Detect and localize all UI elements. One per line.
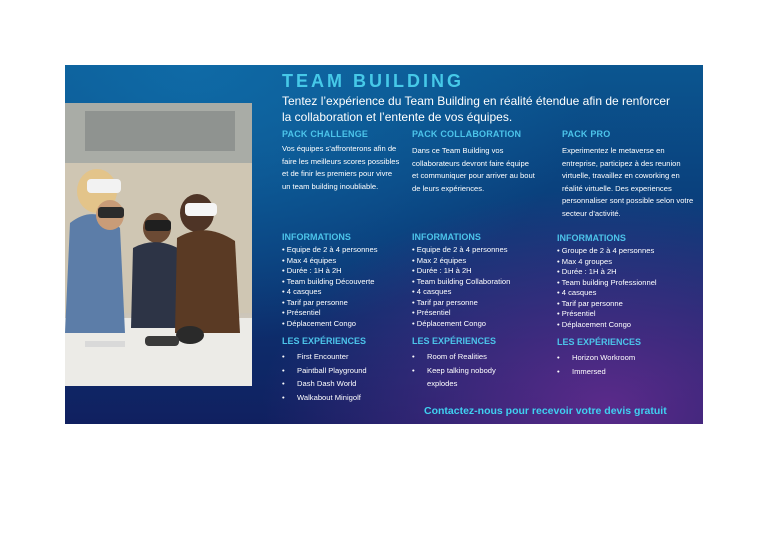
experience-item: • Horizon Workroom	[557, 351, 677, 365]
info-item: • Max 4 équipes	[282, 256, 378, 267]
info-item: • Team building Découverte	[282, 277, 378, 288]
info-item: • Déplacement Congo	[282, 319, 378, 330]
info-item: • Déplacement Congo	[557, 320, 657, 331]
pack-challenge-column	[282, 129, 400, 402]
pack-title: PACK COLLABORATION	[412, 129, 522, 139]
info-item: • Groupe de 2 à 4 personnes	[557, 246, 657, 257]
info-item: • 4 casques	[557, 288, 657, 299]
info-item: • Tarif par personne	[557, 299, 657, 310]
vr-team-photo	[65, 103, 252, 386]
pack-description: Vos équipes s’affronterons afin de faire les meilleurs scores possibles et de finir les premiers pour vivre un team building inoubliable.	[282, 144, 400, 191]
intro-text: Tentez l’expérience du Team Building en réalité étendue afin de renforcer la collaboration et l’entente de vos équipes.	[282, 94, 671, 124]
pack-info	[557, 233, 657, 330]
experiences-title: LES EXPÉRIENCES	[282, 336, 367, 346]
experiences-title: LES EXPÉRIENCES	[412, 336, 497, 346]
info-item: • Tarif par personne	[282, 298, 378, 309]
info-title: INFORMATIONS	[282, 232, 351, 242]
experiences-title: LES EXPÉRIENCES	[557, 337, 642, 347]
info-item: • 4 casques	[282, 287, 378, 298]
experience-item: • First Encounter	[282, 350, 402, 364]
pack-description: Experimentez le metaverse en entreprise, participez à des reunion virtuelle, travaillez en coworking en réalité virtuelle. Des experiences personnaliser sont possible selon votre secteur d’activité.	[562, 146, 694, 218]
team-building-banner	[65, 65, 703, 424]
pack-pro-column	[557, 129, 700, 376]
experience-item: • Keep talking nobody explodes	[412, 364, 524, 391]
info-item: • Max 4 groupes	[557, 257, 657, 268]
info-item: • Equipe de 2 à 4 personnes	[412, 245, 510, 256]
info-item: • Equipe de 2 à 4 personnes	[282, 245, 378, 256]
info-item: • Présentiel	[282, 308, 378, 319]
pack-description: Dans ce Team Building vos collaborateurs devront faire équipe et communiquer pour arriver au bout de leurs expériences.	[412, 146, 535, 193]
page-title: TEAM BUILDING	[282, 71, 464, 91]
pack-experiences	[282, 336, 402, 404]
pack-info	[282, 232, 378, 329]
experience-item: • Immersed	[557, 365, 677, 379]
pack-title: PACK CHALLENGE	[282, 129, 369, 139]
info-item: • Tarif par personne	[412, 298, 510, 309]
info-title: INFORMATIONS	[557, 233, 626, 243]
info-item: • Max 2 équipes	[412, 256, 510, 267]
pack-info	[412, 232, 510, 329]
info-item: • Présentiel	[557, 309, 657, 320]
pack-title: PACK PRO	[562, 129, 611, 139]
experience-item: • Dash Dash World	[282, 377, 402, 391]
info-item: • Durée : 1H à 2H	[557, 267, 657, 278]
pack-experiences	[557, 337, 677, 378]
info-title: INFORMATIONS	[412, 232, 481, 242]
info-item: • Déplacement Congo	[412, 319, 510, 330]
info-item: • Team building Collaboration	[412, 277, 510, 288]
info-item: • Team building Professionnel	[557, 278, 657, 289]
info-item: • Durée : 1H à 2H	[412, 266, 510, 277]
contact-cta[interactable]: Contactez-nous pour recevoir votre devis gratuit	[424, 405, 667, 417]
info-item: • 4 casques	[412, 287, 510, 298]
experience-item: • Room of Realities	[412, 350, 524, 364]
info-item: • Durée : 1H à 2H	[282, 266, 378, 277]
info-item: • Présentiel	[412, 308, 510, 319]
experience-item: • Walkabout Minigolf	[282, 391, 402, 405]
vr-team-illustration	[65, 103, 252, 386]
pack-collaboration-column	[412, 129, 537, 388]
pack-experiences	[412, 336, 524, 391]
experience-item: • Paintball Playground	[282, 364, 402, 378]
